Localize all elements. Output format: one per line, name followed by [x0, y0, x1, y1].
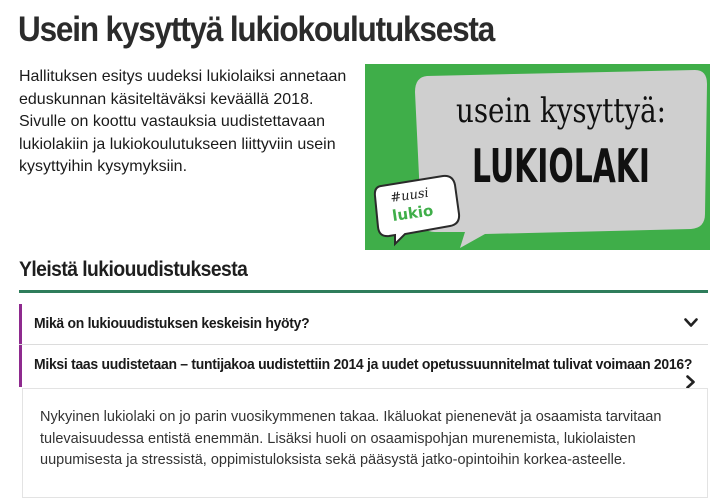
faq-question[interactable]: Mikä on lukiouudistuksen keskeisin hyöty? — [34, 315, 310, 332]
chevron-right-icon[interactable] — [686, 375, 696, 389]
badge-hashtag: #uusi — [389, 185, 430, 206]
speech-bubble-illustration — [365, 64, 710, 250]
intro-text: Hallituksen esitys uudeksi lukiolaiksi annetaan eduskunnan käsiteltäväksi keväällä 2018. Sivulle on koottu vastauksia uudistettavaan lukiolakiin ja lukiokoulutukseen liittyviin usein kysyttyihin kysymyksiin. — [19, 68, 347, 175]
page-title: Usein kysyttyä lukiokoulutuksesta — [18, 10, 495, 49]
faq-item[interactable] — [19, 304, 708, 344]
faq-answer-panel — [22, 388, 708, 498]
hero-banner — [365, 64, 710, 250]
chevron-down-icon[interactable] — [684, 318, 698, 328]
faq-item[interactable] — [19, 345, 708, 387]
section-title: Yleistä lukiouudistuksesta — [19, 258, 248, 281]
faq-answer-text: Nykyinen lukiolaki on jo parin vuosikymmenen takaa. Ikäluokat pienenevät ja osaamista tarvitaan tulevaisuudessa entistä enemmän. Lisäksi huoli on osaamispohjan murenemista, lukiolaisten uupumisesta ja stressistä, oppimistuloksista sekä pääsystä jatko-opintoihin korkea-asteelle. — [40, 409, 662, 468]
faq-question[interactable]: Miksi taas uudistetaan – tuntijakoa uudistettiin 2014 ja uudet opetussuunnitelmat tulivat voimaan 2016? — [34, 356, 693, 373]
hero-line-2: LUKIOLAKI — [472, 139, 650, 193]
section-divider — [19, 290, 708, 293]
badge-word: lukio — [391, 201, 435, 225]
hero-line-1: usein kysyttyä: — [456, 91, 666, 131]
